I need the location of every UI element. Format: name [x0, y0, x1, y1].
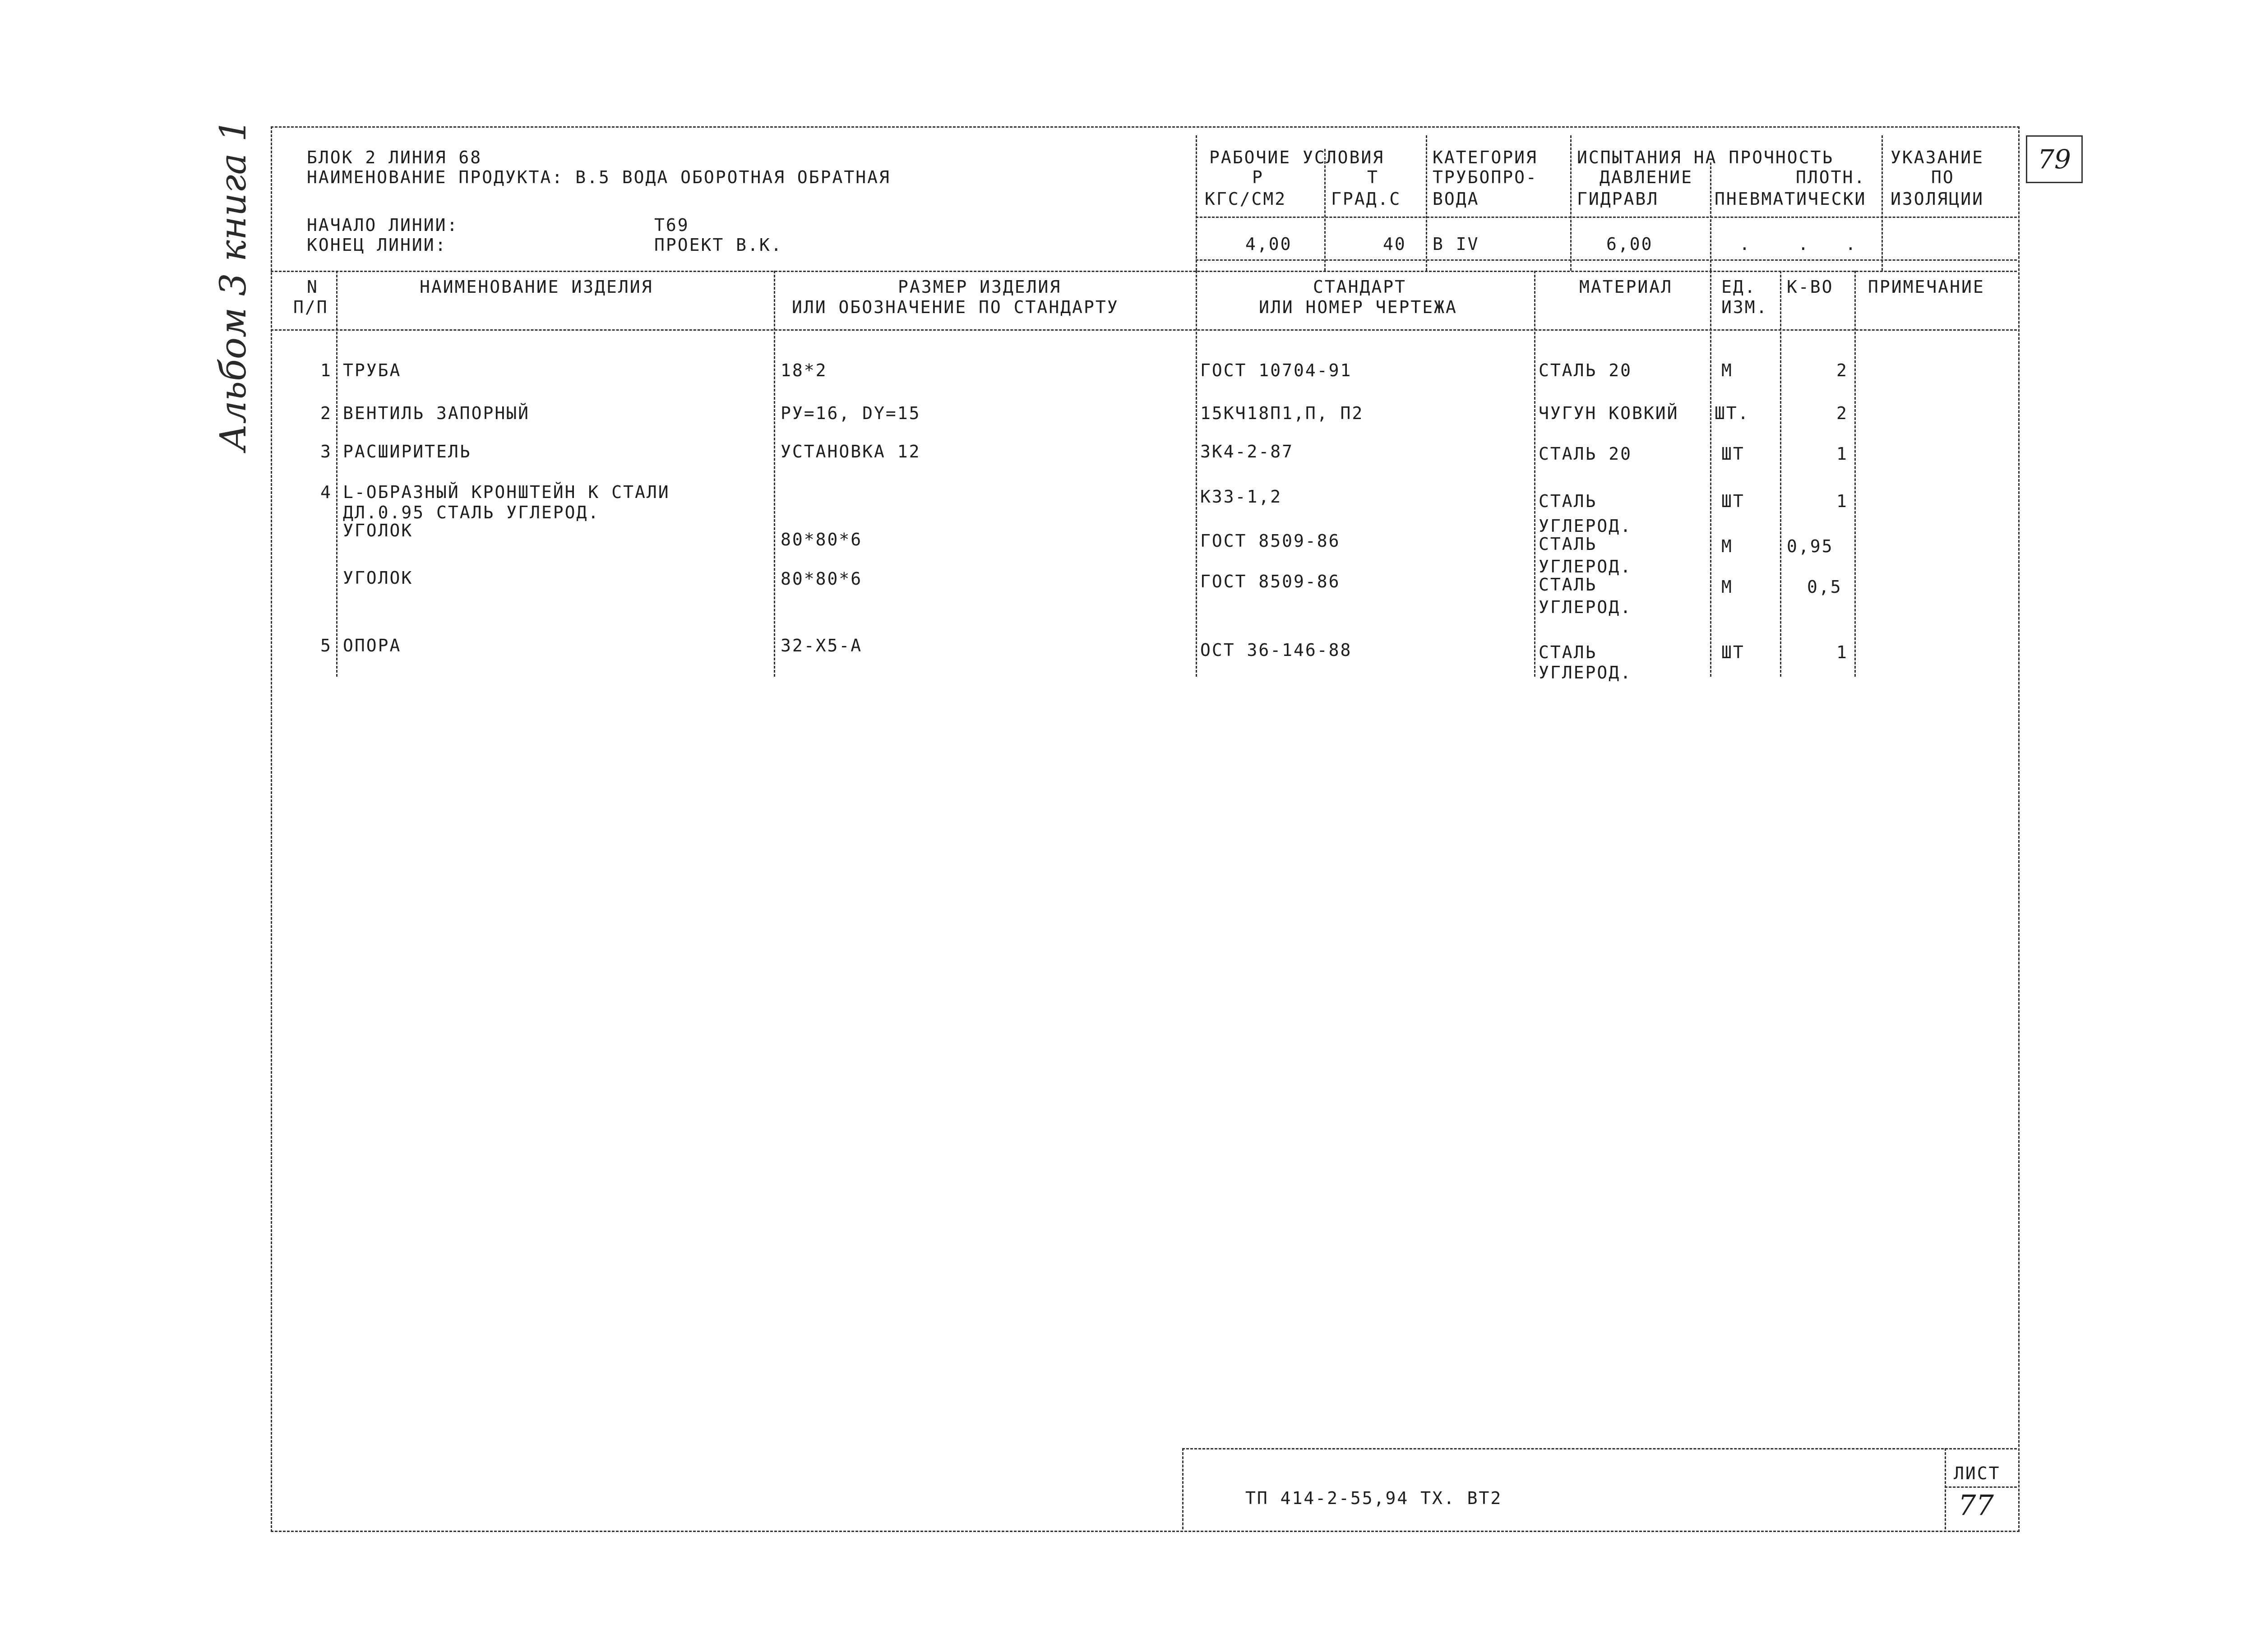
row-name: L-ОБРАЗНЫЙ КРОНШТЕЙН К СТАЛИ [343, 482, 670, 502]
col-number-1: N [307, 277, 319, 297]
row-standard: ГОСТ 8509-86 [1200, 572, 1341, 591]
insulation-header-1: УКАЗАНИЕ [1891, 148, 1984, 167]
rule [271, 271, 2017, 272]
row-unit-line-2: М [1721, 536, 1733, 556]
col-quantity: К-ВО [1787, 277, 1834, 297]
col-size-1: РАЗМЕР ИЗДЕЛИЯ [898, 277, 1062, 297]
insulation-header-2: ПО [1931, 167, 1955, 187]
rule [1854, 271, 1856, 677]
row-size: УСТАНОВКА 12 [781, 442, 921, 461]
row-size: РУ=16, DY=15 [781, 403, 921, 423]
row-size: 32-Х5-А [781, 636, 863, 655]
empty-mark: . [1739, 234, 1751, 254]
category-header-1: КАТЕГОРИЯ [1433, 148, 1538, 167]
pneumatic-header: ПНЕВМАТИЧЕСКИ [1715, 189, 1867, 209]
row-name: РАСШИРИТЕЛЬ [343, 442, 472, 461]
row-material: СТАЛЬ [1539, 491, 1597, 511]
block-line: БЛОК 2 ЛИНИЯ 68 [307, 148, 482, 167]
col-name: НАИМЕНОВАНИЕ ИЗДЕЛИЯ [420, 277, 653, 297]
pressure-header: ДАВЛЕНИЕ [1600, 167, 1693, 187]
row-material: УГЛЕРОД. [1539, 557, 1632, 577]
row-material: ЧУГУН КОВКИЙ [1539, 403, 1679, 423]
temperature-value: 40 [1383, 234, 1406, 254]
pressure-value: 4,00 [1245, 234, 1292, 254]
row-material-line-3: УГЛЕРОД. [1539, 597, 1632, 617]
test-header: ИСПЫТАНИЯ НА ПРОЧНОСТЬ [1577, 148, 1834, 167]
rule [1182, 1448, 2017, 1449]
col-note: ПРИМЕЧАНИЕ [1868, 277, 1985, 297]
side-note: Альбом 3 книга 1 [212, 119, 254, 451]
empty-mark: . [1845, 234, 1857, 254]
row-standard-line-2: ГОСТ 8509-86 [1200, 531, 1341, 551]
work-conditions-header: РАБОЧИЕ УСЛОВИЯ [1209, 148, 1385, 167]
category-header-2: ТРУБОПРО- [1433, 167, 1538, 187]
rule [1570, 135, 1572, 271]
row-size: 80*80*6 [781, 569, 863, 589]
row-material-line-2: УГЛЕРОД. [1539, 516, 1632, 536]
row-quantity-line-2: 0,95 [1787, 536, 1834, 556]
row-unit: М [1721, 360, 1733, 380]
row-number: 5 [320, 636, 332, 655]
rule [1196, 135, 1197, 271]
row-standard: К33-1,2 [1200, 487, 1282, 507]
row-name: ОПОРА [343, 636, 402, 655]
rule [1182, 1448, 1183, 1529]
row-unit: ШТ [1721, 444, 1745, 464]
rule [774, 271, 775, 677]
col-unit-1: ЕД. [1721, 277, 1757, 297]
rule [1710, 271, 1711, 677]
end-label: КОНЕЦ ЛИНИИ: [307, 235, 447, 255]
row-number: 3 [320, 442, 332, 461]
row-size: 80*80*6 [781, 530, 863, 549]
t-header: Т [1367, 167, 1379, 187]
col-standard-2: ИЛИ НОМЕР ЧЕРТЕЖА [1259, 297, 1457, 317]
row-number: 2 [320, 403, 332, 423]
row-standard: ЗК4-2-87 [1200, 442, 1294, 461]
p-header: Р [1252, 167, 1264, 187]
start-value: Т69 [654, 215, 689, 235]
row-material: СТАЛЬ 20 [1539, 444, 1632, 464]
row-quantity: 1 [1836, 642, 1848, 662]
rule [1196, 259, 2017, 261]
category-value: В IV [1433, 234, 1479, 254]
row-name: ВЕНТИЛЬ ЗАПОРНЫЙ [343, 403, 530, 423]
end-value: ПРОЕКТ В.К. [654, 235, 783, 255]
rule [1710, 162, 1711, 271]
row-number: 4 [320, 482, 332, 502]
start-label: НАЧАЛО ЛИНИИ: [307, 215, 459, 235]
row-unit: ШТ [1721, 491, 1745, 511]
rule [1534, 271, 1535, 677]
col-size-2: ИЛИ ОБОЗНАЧЕНИЕ ПО СТАНДАРТУ [792, 297, 1119, 317]
col-standard-1: СТАНДАРТ [1313, 277, 1407, 297]
row-size: 18*2 [781, 360, 828, 380]
sheet-number: 77 [1958, 1489, 1994, 1522]
p-unit: КГС/СМ2 [1205, 189, 1287, 209]
rule [1780, 271, 1781, 677]
row-material: СТАЛЬ [1539, 642, 1597, 662]
rule [1196, 271, 1197, 677]
hydraulic-header: ГИДРАВЛ [1577, 189, 1659, 209]
row-unit: ШТ [1721, 642, 1745, 662]
rule [1196, 217, 2017, 218]
row-material-line-3: СТАЛЬ [1539, 534, 1597, 554]
empty-mark: . [1798, 234, 1810, 254]
rule [1945, 1448, 1946, 1529]
rule [336, 271, 337, 677]
sheet-frame [271, 126, 2020, 1532]
row-material-line-2: УГЛЕРОД. [1539, 663, 1632, 683]
row-standard: ГОСТ 10704-91 [1200, 360, 1352, 380]
row-name: УГОЛОК [343, 568, 413, 588]
document-code: ТП 414-2-55,94 ТХ. ВТ2 [1245, 1488, 1502, 1508]
insulation-header-3: ИЗОЛЯЦИИ [1891, 189, 1984, 209]
row-name: ТРУБА [343, 360, 402, 380]
corner-number: 79 [2026, 135, 2083, 183]
row-name-line-2: ДЛ.0.95 СТАЛЬ УГЛЕРОД. [343, 503, 600, 522]
t-unit: ГРАД.С [1331, 189, 1401, 209]
col-unit-2: ИЗМ. [1721, 297, 1768, 317]
row-unit: М [1721, 577, 1733, 597]
product-name: НАИМЕНОВАНИЕ ПРОДУКТА: В.5 ВОДА ОБОРОТНАЯ ОБРАТНАЯ [307, 167, 891, 187]
row-material-line-2: СТАЛЬ [1539, 575, 1597, 595]
row-number: 1 [320, 360, 332, 380]
row-unit: ШТ. [1715, 403, 1750, 423]
col-number-2: П/П [293, 297, 328, 317]
row-quantity: 1 [1836, 444, 1848, 464]
hydraulic-value: 6,00 [1606, 234, 1653, 254]
row-quantity: 1 [1836, 491, 1848, 511]
row-quantity: 0,5 [1807, 577, 1842, 597]
row-quantity: 2 [1836, 360, 1848, 380]
col-material: МАТЕРИАЛ [1579, 277, 1673, 297]
row-standard: 15КЧ18П1,П, П2 [1200, 403, 1364, 423]
row-material: СТАЛЬ 20 [1539, 360, 1632, 380]
rule [1426, 135, 1427, 271]
row-standard: ОСТ 36-146-88 [1200, 640, 1352, 660]
rule [1945, 1486, 2017, 1488]
category-header-3: ВОДА [1433, 189, 1479, 209]
density-header: ПЛОТН. [1796, 167, 1866, 187]
sheet-label: ЛИСТ [1954, 1463, 2001, 1483]
row-quantity: 2 [1836, 403, 1848, 423]
rule [271, 329, 2017, 331]
rule [1882, 135, 1883, 271]
row-name-line-3: УГОЛОК [343, 521, 413, 540]
